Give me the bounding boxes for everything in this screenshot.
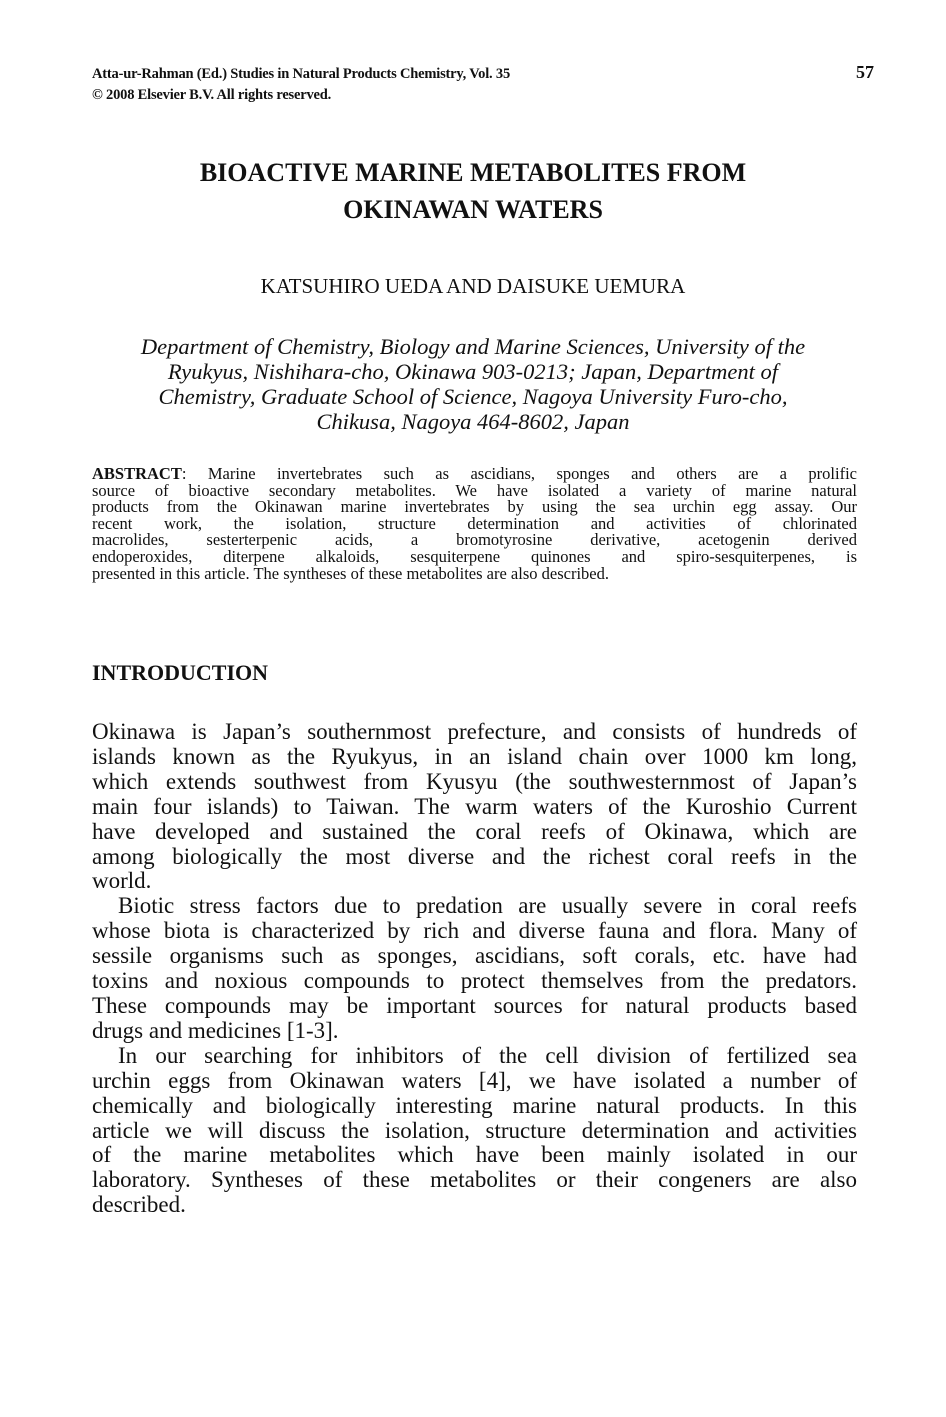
body-line: article we will discuss the isolation, structure determination and activities [92,1117,857,1143]
affiliation [80,334,866,434]
paragraph [92,720,857,894]
paragraph [92,1044,857,1218]
title-line: BIOACTIVE MARINE METABOLITES FROM [199,158,747,187]
affiliation-line: Department of Chemistry, Biology and Marine Sciences, University of the [140,334,806,359]
body-line: laboratory. Syntheses of these metabolites or their congeners are also [92,1167,857,1193]
body-line: urchin eggs from Okinawan waters [4], we have isolated a number of [92,1067,857,1093]
running-header [92,64,510,106]
authors: KATSUHIRO UEDA AND DAISUKE UEMURA [260,274,686,298]
affiliation-line: Chemistry, Graduate School of Science, Nagoya University Furo-cho, [158,384,788,409]
article-title [0,154,946,228]
copyright-line: © 2008 Elsevier B.V. All rights reserved. [92,87,332,103]
body-line: Okinawa is Japan’s southernmost prefecture, and consists of hundreds of [92,719,857,744]
body-line: Biotic stress factors due to predation are usually severe in coral reefs [118,893,857,919]
body-line: whose biota is characterized by rich and diverse fauna and flora. Many of [92,918,857,944]
affiliation-line: Ryukyus, Nishihara-cho, Okinawa 903-0213; Japan, Department of [167,359,779,384]
abstract-line: recent work, the isolation, structure determination and activities of chlorinated [92,513,857,533]
body-line: have developed and sustained the coral reefs of Okinawa, which are [92,818,857,844]
abstract-line: presented in this article. The syntheses of these metabolites are also described. [92,563,609,583]
body-line: described. [92,1192,186,1218]
body-line: among biologically the most diverse and the richest coral reefs in the [92,843,857,869]
body-line: chemically and biologically interesting marine natural products. In this [92,1092,857,1118]
body-line: These compounds may be important sources for natural products based [92,992,857,1018]
body-line: of the marine metabolites which have been mainly isolated in our [92,1142,857,1168]
book-citation: Atta-ur-Rahman (Ed.) Studies in Natural Products Chemistry, Vol. 35 [92,66,511,82]
affiliation-line: Chikusa, Nagoya 464-8602, Japan [316,409,630,434]
body-line: islands known as the Ryukyus, in an island chain over 1000 km long, [92,743,857,769]
body-line: which extends southwest from Kyusyu (the southwesternmost of Japan’s [92,768,857,794]
abstract-line: endoperoxides, diterpene alkaloids, sesquiterpene quinones and spiro-sesquiterpenes, is [92,546,857,566]
paragraph [92,894,857,1043]
abstract [92,466,857,582]
abstract-label: ABSTRACT [92,464,182,483]
abstract-line: products from the Okinawan marine invertebrates by using the sea urchin egg assay. Our [92,497,857,517]
body-line: toxins and noxious compounds to protect themselves from the predators. [92,968,857,994]
title-line: OKINAWAN WATERS [343,195,603,224]
abstract-line: source of bioactive secondary metabolites. We have isolated a variety of marine natural [92,480,857,500]
body-line: main four islands) to Taiwan. The warm waters of the Kuroshio Current [92,793,857,819]
body-line: In our searching for inhibitors of the cell division of fertilized sea [118,1042,857,1068]
abstract-line: macrolides, sesterterpenic acids, a bromotyrosine derivative, acetogenin derived [92,530,857,550]
body-line: world. [92,868,152,894]
introduction-body [92,720,857,1218]
body-line: sessile organisms such as sponges, ascidians, soft corals, etc. have had [92,943,857,969]
abstract-text: : Marine invertebrates such as ascidians, sponges and others are a prolific [181,464,857,483]
section-heading: INTRODUCTION [92,660,269,685]
body-line: drugs and medicines [1-3]. [92,1017,339,1043]
page-number: 57 [856,62,874,82]
